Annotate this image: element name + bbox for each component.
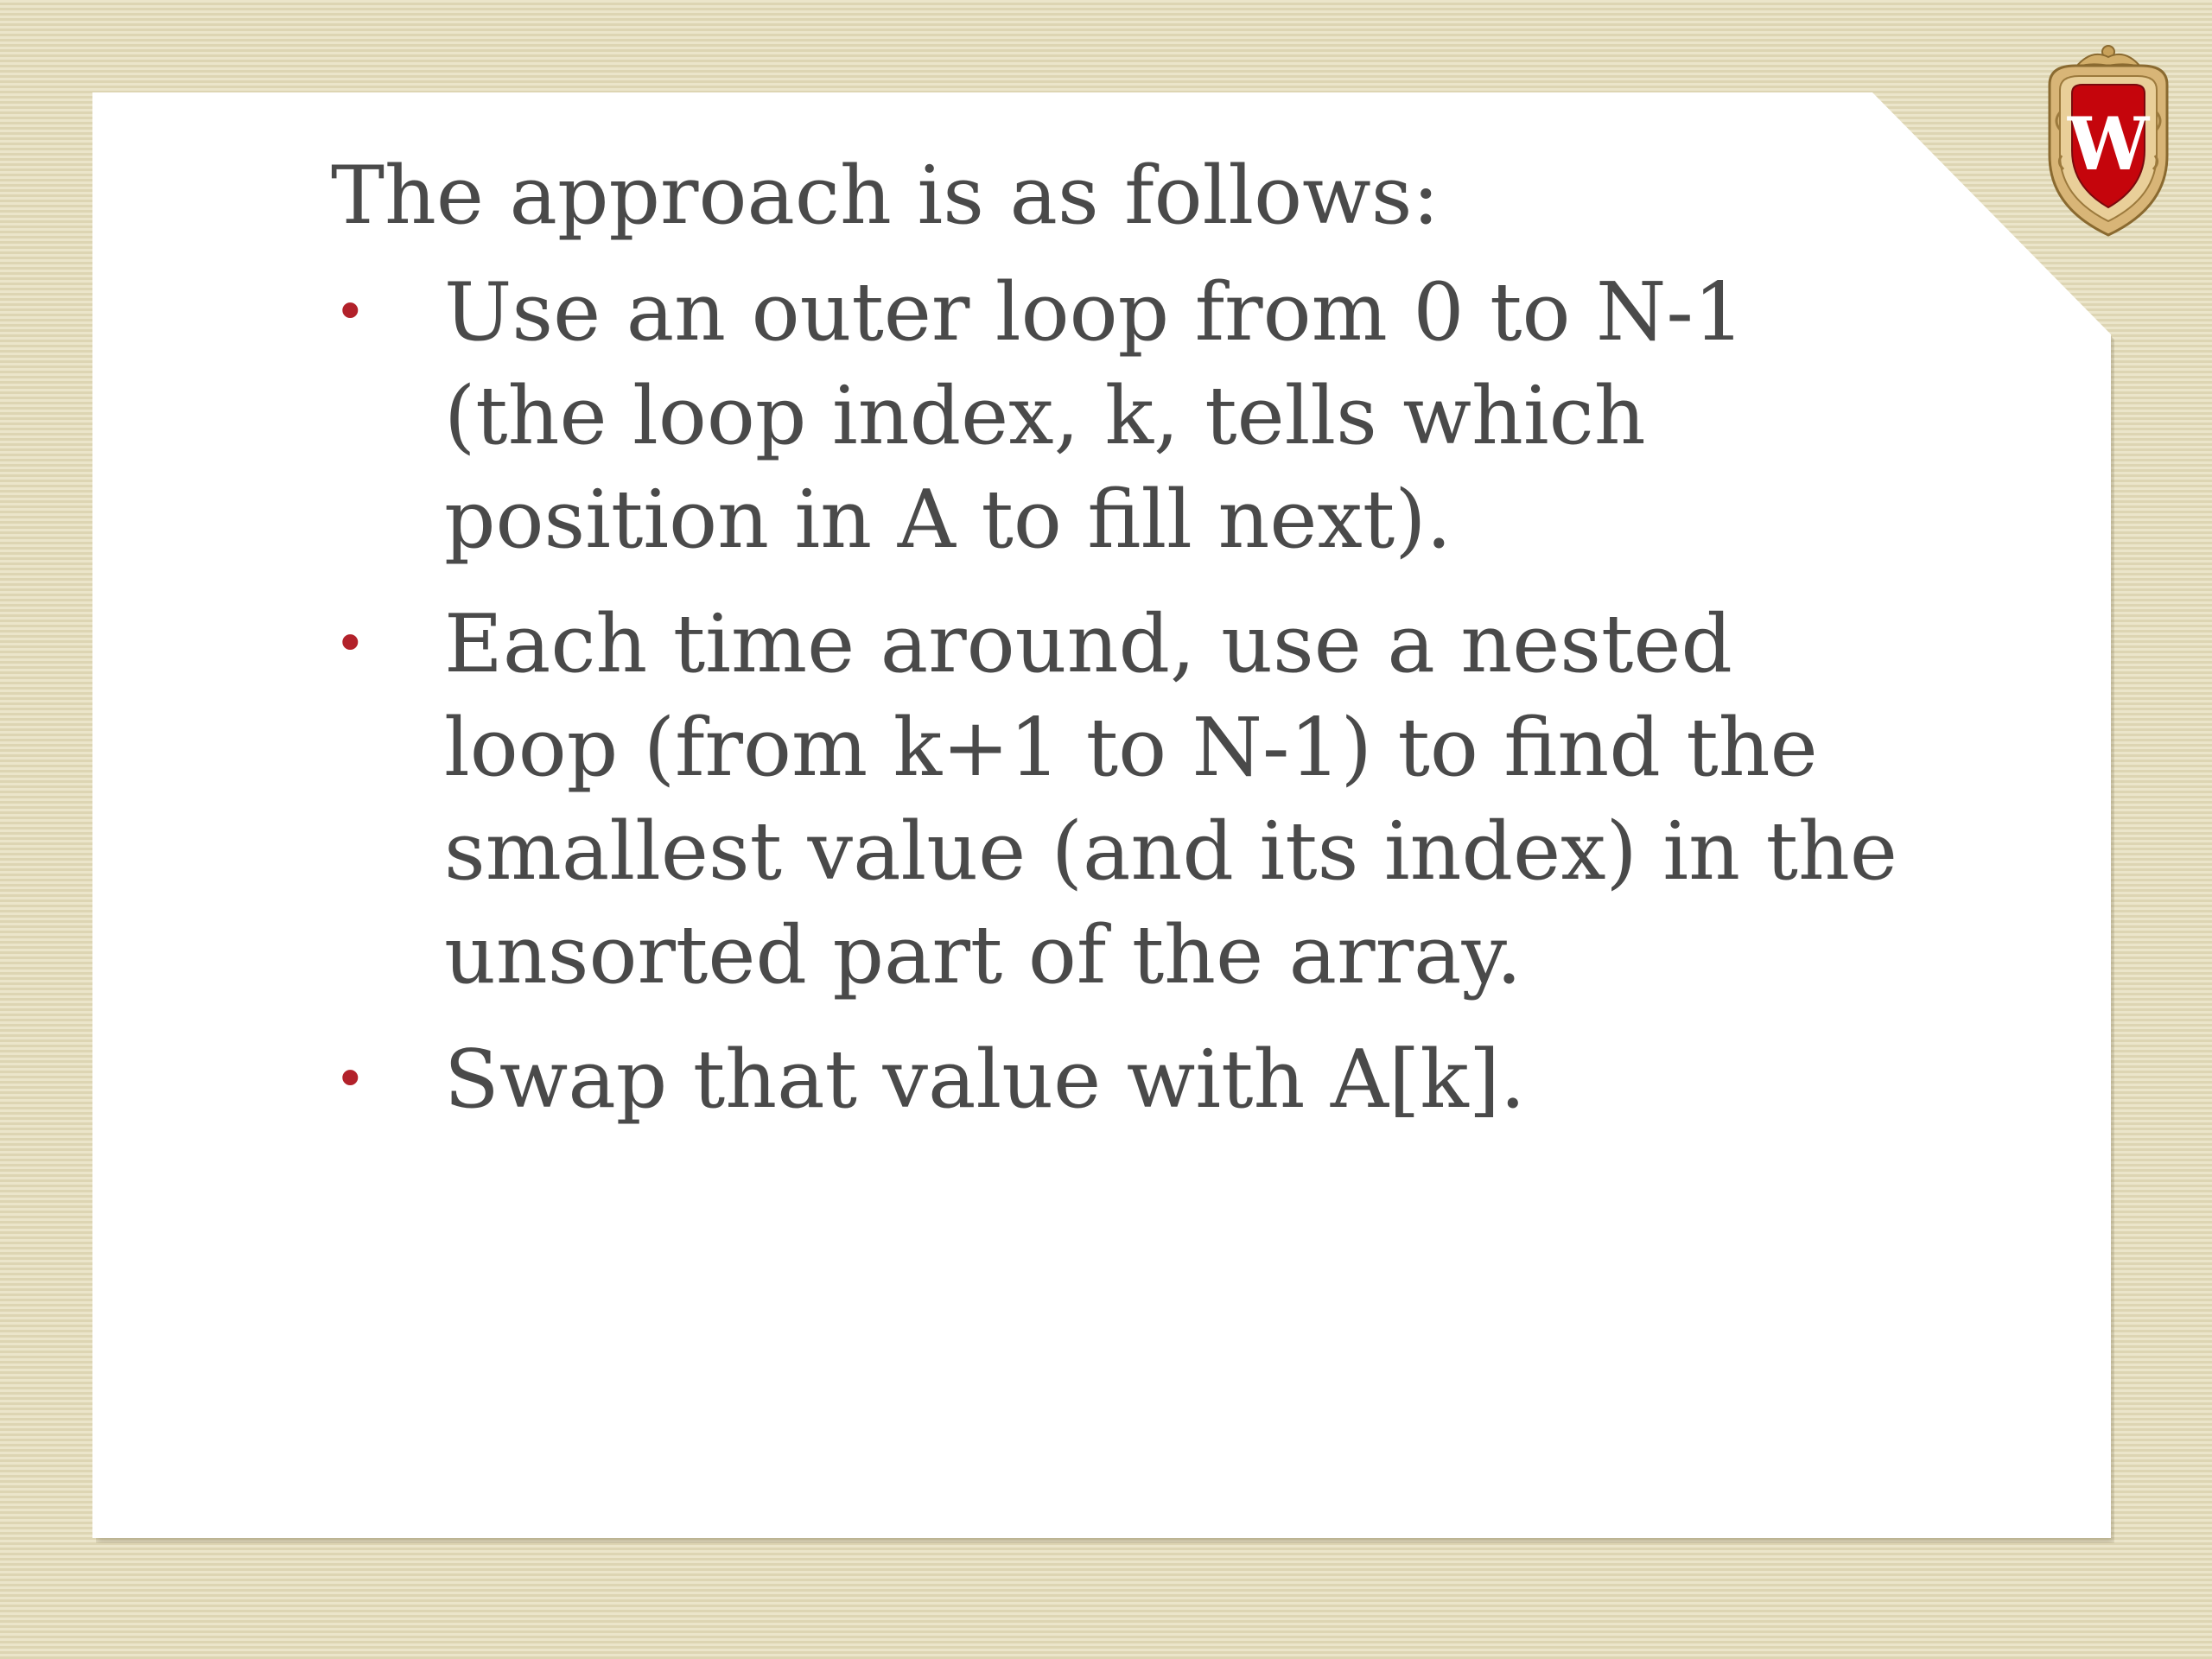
bullet-marker: • <box>334 612 366 675</box>
bullet-marker: • <box>334 1047 366 1110</box>
bullet-item <box>331 592 1897 1007</box>
bullet-marker: • <box>334 280 366 343</box>
bullet-item <box>331 260 1886 571</box>
slide-content <box>331 143 1897 1152</box>
bullet-item <box>331 1027 1886 1131</box>
slide-heading: The approach is as follows: <box>331 149 1440 242</box>
bullet-text: Swap that value with A[k]. <box>444 1033 1526 1126</box>
svg-text:W: W <box>2067 101 2150 187</box>
uw-crest-icon <box>2041 43 2176 242</box>
bullet-text: Each time around, use a nested loop (from k+1 to N-1) to find the smallest value (and its index) in the unsorted part of the array. <box>444 597 1897 1001</box>
bullet-list <box>331 260 1897 1131</box>
bullet-text: Use an outer loop from 0 to N-1 (the loop index, k, tells which position in A to fill next). <box>444 265 1745 566</box>
